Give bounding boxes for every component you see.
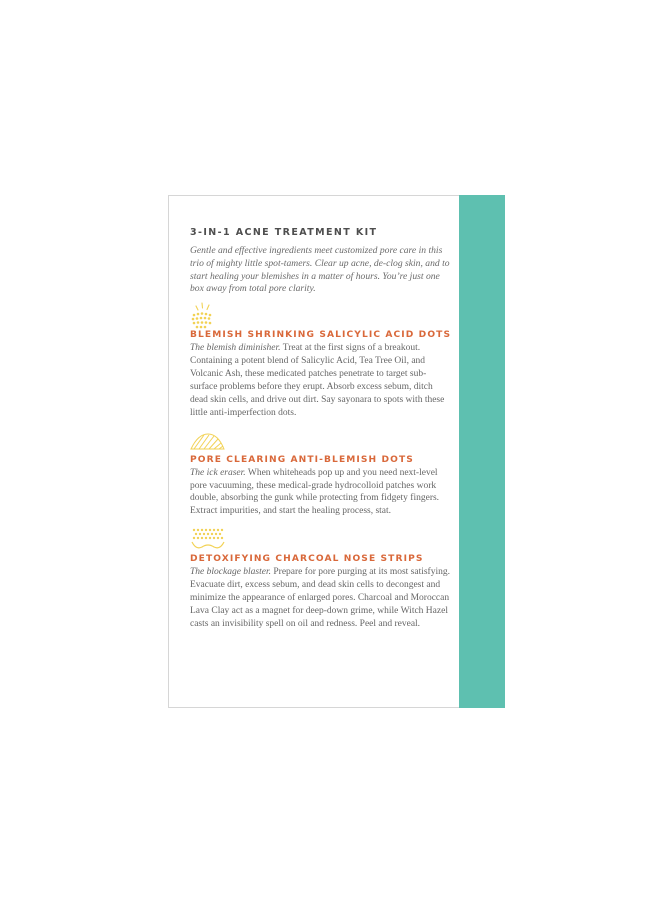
nose-strip-icon (190, 526, 230, 554)
card-content (190, 224, 450, 631)
section-tagline: The blemish diminisher. (190, 343, 281, 354)
teal-side-band (459, 195, 505, 708)
kit-intro: Gentle and effective ingredients meet customized pore care in this trio of mighty little spot-tamers. Clear up acne, de-clog skin, and to start healing your blemishes in a matter of hours. You’re just one box away from total pore clarity. (190, 245, 450, 295)
section-body (190, 566, 450, 631)
section-salicylic-dots (190, 302, 450, 419)
section-text: Treat at the first signs of a breakout. Containing a potent blend of Salicylic Acid, Tea Tree Oil, and Volcanic Ash, these medicated patches penetrate to target sub-surface problems before they erupt. Absorb excess sebum, ditch dead skin cells, and drive out dirt. Say sayonara to spots with these little anti-imperfection dots. (190, 343, 445, 418)
striped-mound-icon (190, 427, 230, 455)
sunburst-dots-icon (190, 302, 230, 330)
section-tagline: The blockage blaster. (190, 567, 272, 578)
section-charcoal-strips (190, 526, 450, 631)
section-pore-clearing-dots (190, 427, 450, 519)
section-title: DETOXIFYING CHARCOAL NOSE STRIPS (190, 554, 424, 565)
section-title: PORE CLEARING ANTI-BLEMISH DOTS (190, 454, 414, 465)
section-text: When whiteheads pop up and you need next-level pore vacuuming, these medical-grade hydrocolloid patches work double, absorbing the gunk while protecting from fidgety fingers. Extract impurities, and start the healing process, stat. (190, 467, 440, 517)
kit-title: 3-IN-1 ACNE TREATMENT KIT (190, 227, 378, 238)
section-title: BLEMISH SHRINKING SALICYLIC ACID DOTS (190, 330, 452, 341)
section-body (190, 342, 450, 419)
section-body (190, 467, 450, 519)
section-tagline: The ick eraser. (190, 467, 246, 478)
section-text: Prepare for pore purging at its most satisfying. Evacuate dirt, excess sebum, and dead skin cells to decongest and minimize the appearance of enlarged pores. Charcoal and Moroccan Lava Clay act as a magnet for deep-down grime, while Witch Hazel casts an invisibility spell on oil and redness. Peel and reveal. (190, 567, 450, 629)
